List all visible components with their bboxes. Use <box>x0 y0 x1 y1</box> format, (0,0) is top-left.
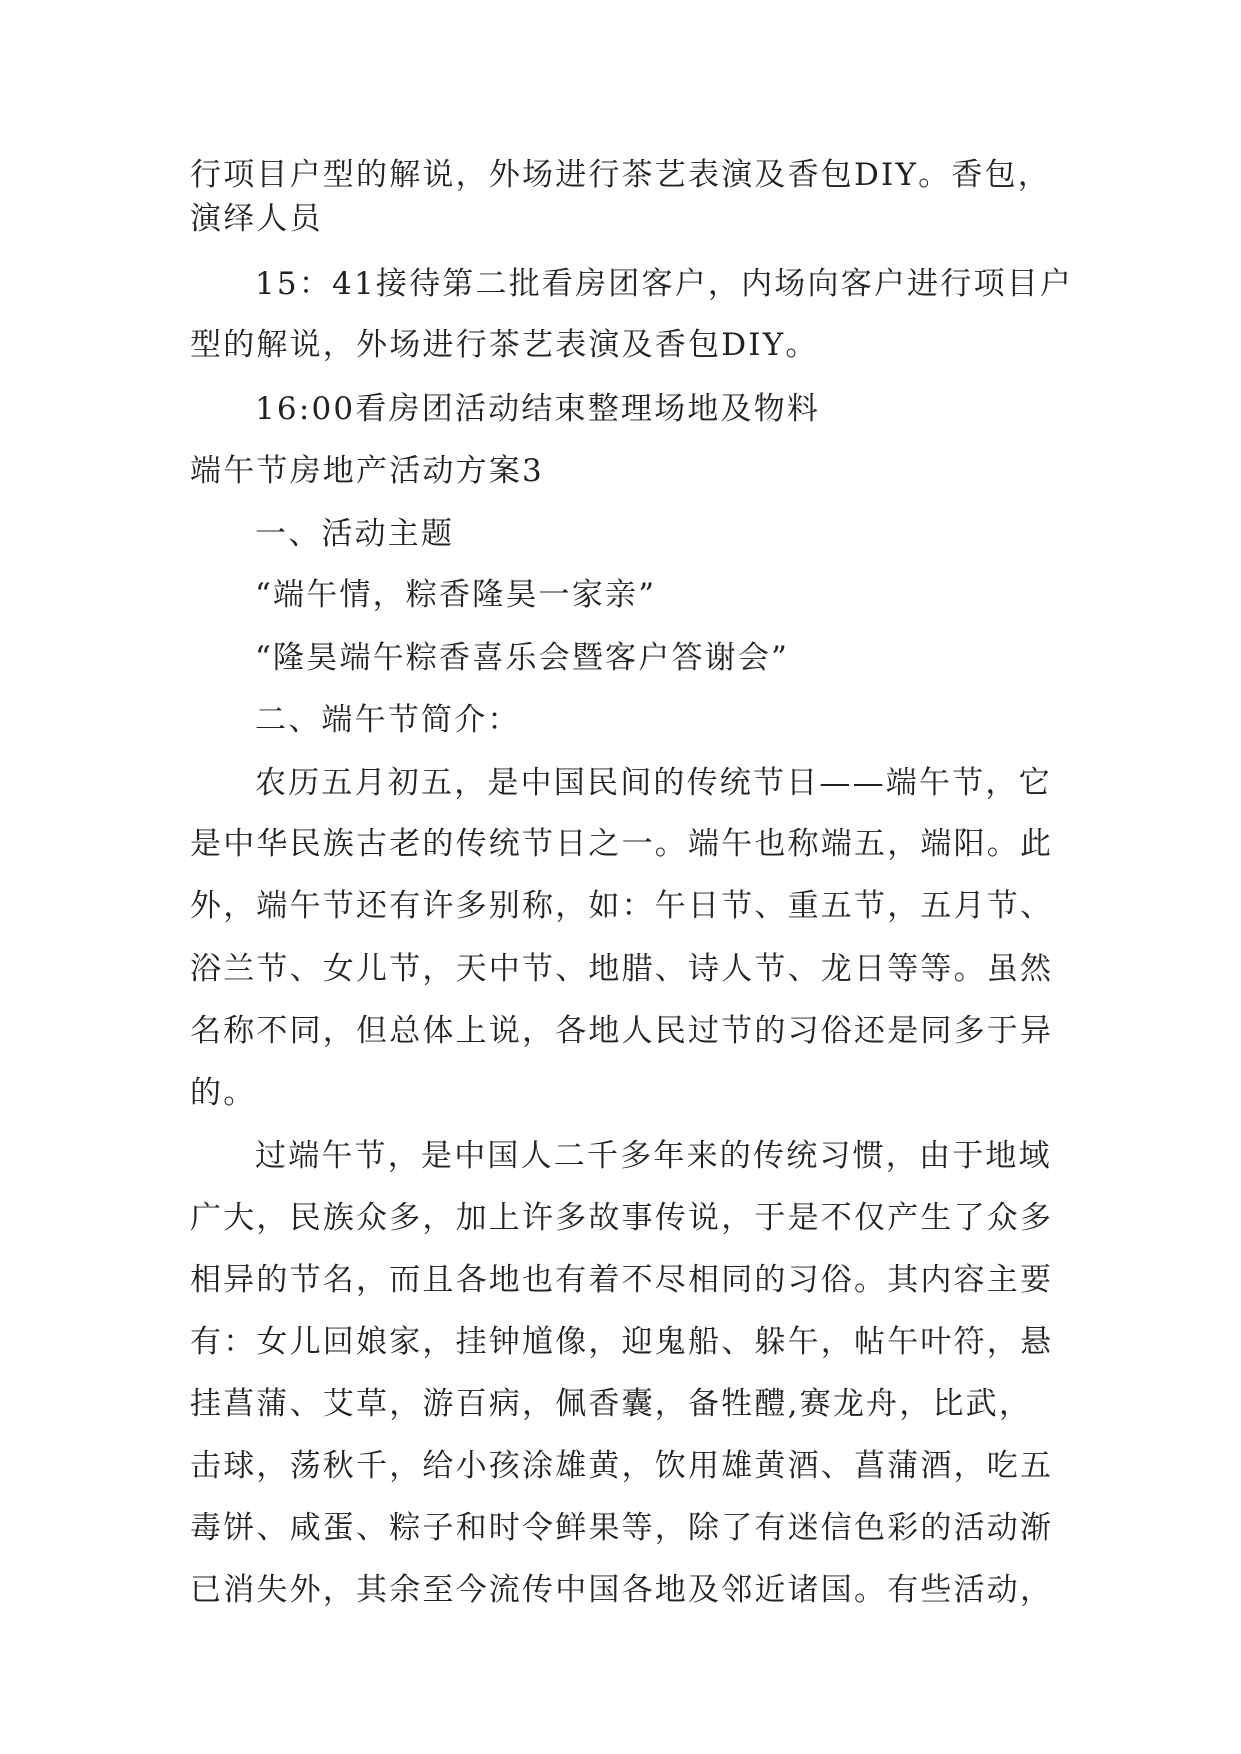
text-line: 是中华民族古老的传统节日之一。端午也称端五，端阳。此 <box>190 826 1054 862</box>
text-line: 击球，荡秋千，给小孩涂雄黄，饮用雄黄酒、菖蒲酒，吃五 <box>190 1448 1054 1484</box>
text-line: 的。 <box>190 1075 257 1111</box>
text-line: 农历五月初五，是中国民间的传统节日——端午节，它 <box>255 765 1052 801</box>
text-line: 15：41接待第二批看房团客户，内场向客户进行项目户 <box>255 266 1074 302</box>
text-line: 毒饼、咸蛋、粽子和时令鲜果等，除了有迷信色彩的活动渐 <box>190 1510 1054 1546</box>
text-line: 名称不同，但总体上说，各地人民过节的习俗还是同多于异 <box>190 1013 1054 1049</box>
text-line: 二、端午节简介： <box>255 702 521 738</box>
text-line: 有：女儿回娘家，挂钟馗像，迎鬼船、躲午，帖午叶符，悬 <box>190 1324 1054 1360</box>
text-line: “端午情，粽香隆昊一家亲” <box>255 577 657 613</box>
text-line: 一、活动主题 <box>255 516 455 552</box>
text-line: 已消失外，其余至今流传中国各地及邻近诸国。有些活动， <box>190 1572 1054 1608</box>
text-line: 浴兰节、女儿节，天中节、地腊、诗人节、龙日等等。虽然 <box>190 951 1054 987</box>
text-line: 16:00看房团活动结束整理场地及物料 <box>255 391 821 427</box>
text-line: 行项目户型的解说，外场进行茶艺表演及香包DIY。香包， <box>190 157 1051 193</box>
section-heading: 端午节房地产活动方案3 <box>190 453 544 489</box>
text-line: 演绎人员 <box>190 201 323 237</box>
text-line: 挂菖蒲、艾草，游百病，佩香囊，备牲醴,赛龙舟，比武， <box>190 1386 1033 1422</box>
text-line: 外，端午节还有许多别称，如：午日节、重五节，五月节、 <box>190 888 1054 924</box>
text-line: 过端午节，是中国人二千多年来的传统习惯，由于地域 <box>255 1138 1052 1174</box>
text-line: “隆昊端午粽香喜乐会暨客户答谢会” <box>255 640 790 676</box>
text-line: 广大，民族众多，加上许多故事传说，于是不仅产生了众多 <box>190 1200 1054 1236</box>
text-line: 型的解说，外场进行茶艺表演及香包DIY。 <box>190 327 819 363</box>
text-line: 相异的节名，而且各地也有着不尽相同的习俗。其内容主要 <box>190 1262 1054 1298</box>
